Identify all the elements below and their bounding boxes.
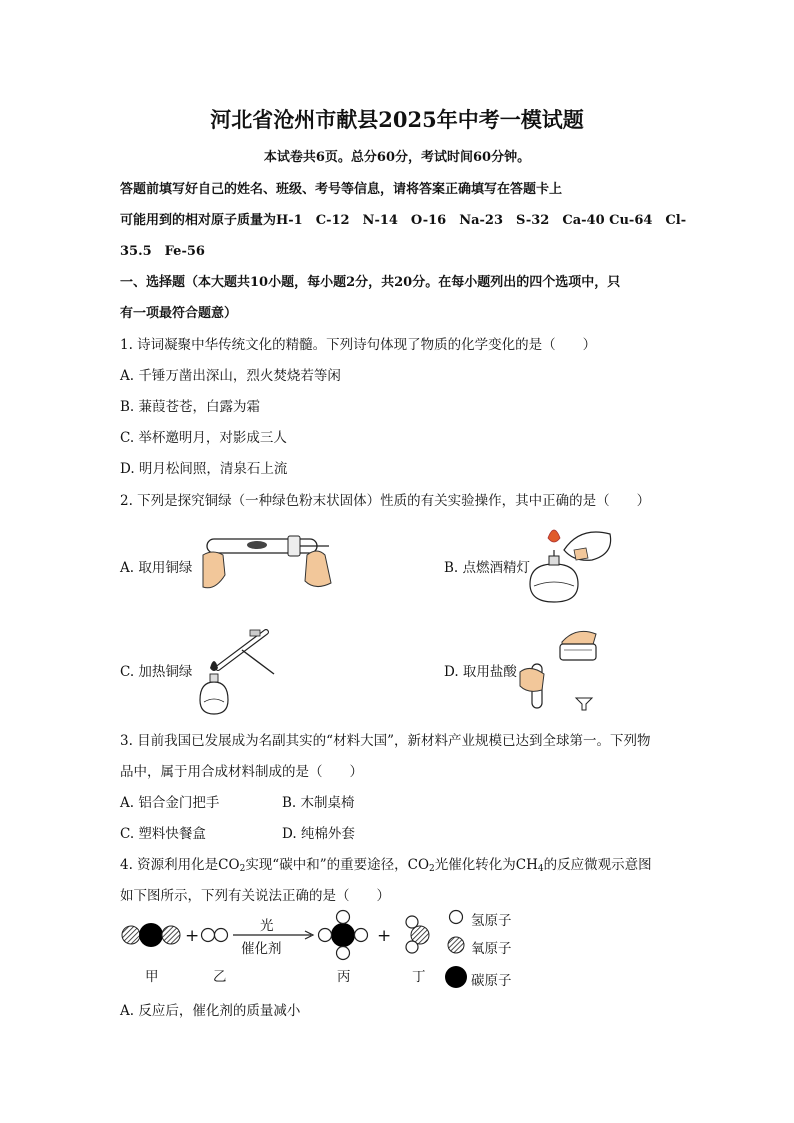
legend-carbon-icon (445, 966, 467, 988)
hydrogen-atom (337, 911, 350, 924)
q1-option-a: A. 千锤万凿出深山，烈火焚烧若等闲 (120, 368, 341, 384)
section-heading-line-1: 一、选择题（本大题共10小题，每小题2分，共20分。在每小题列出的四个选项中，只 (120, 275, 621, 290)
q4-stem-part-4: 的反应微观示意图 (543, 857, 652, 873)
carbon-atom (139, 923, 163, 947)
q3-option-b: B. 木制桌椅 (282, 795, 355, 811)
label-jia: 甲 (145, 969, 159, 985)
q1-option-d: D. 明月松间照，清泉石上流 (120, 461, 288, 477)
page-title: 河北省沧州市献县2025年中考一模试题 (210, 107, 584, 132)
hydrogen-atom (406, 916, 418, 928)
condition-light: 光 (260, 918, 274, 934)
section-heading-line-2: 有一项最符合题意） (120, 306, 238, 321)
subscript: 2 (239, 864, 246, 874)
oxygen-atom (122, 926, 140, 944)
label-ding: 丁 (412, 969, 426, 985)
q2-option-a: A. 取用铜绿 (120, 560, 193, 576)
q2-stem: 2. 下列是探究铜绿（一种绿色粉末状固体）性质的有关实验操作，其中正确的是（ ） (120, 493, 651, 509)
plus-sign-2: + (377, 926, 392, 946)
q4-stem-part-2: 实现“碳中和”的重要途径，CO (245, 857, 430, 873)
alcohol-lamp-lighting-figure (522, 520, 614, 608)
q4-stem-part-3: 光催化转化为CH (434, 857, 538, 873)
hydrochloric-acid-figure (518, 624, 614, 714)
hydrogen-atom (337, 947, 350, 960)
heating-copper-figure (196, 624, 286, 716)
carbon-atom (331, 923, 355, 947)
q2-option-d: D. 取用盐酸 (444, 664, 517, 680)
q1-option-c: C. 举杯邀明月，对影成三人 (120, 430, 287, 446)
q1-option-b: B. 蒹葭苍苍，白露为霜 (120, 399, 261, 415)
q4-stem-line-1 (120, 853, 652, 874)
legend-oxygen-label: 氧原子 (471, 941, 512, 957)
condition-catalyst: 催化剂 (241, 941, 282, 957)
legend-hydrogen-label: 氢原子 (471, 913, 512, 929)
label-bing: 丙 (337, 969, 351, 985)
q2-option-b: B. 点燃酒精灯 (444, 560, 531, 576)
hydrogen-atom (319, 929, 332, 942)
subscript: 2 (429, 864, 435, 874)
atomic-mass-line-2: 35.5 Fe-56 (120, 244, 205, 259)
oxygen-atom (162, 926, 180, 944)
plus-sign-1: + (185, 926, 200, 946)
hydrogen-atom (355, 929, 368, 942)
q3-stem-line-2: 品中，属于用合成材料制成的是（ ） (120, 764, 363, 780)
q4-option-a: A. 反应后，催化剂的质量减小 (120, 1003, 301, 1019)
hydrogen-atom (215, 929, 228, 942)
q3-stem-line-1: 3. 目前我国已发展成为名副其实的“材料大国”，新材料产业规模已达到全球第一。下列物 (120, 733, 651, 749)
q2-option-c: C. 加热铜绿 (120, 664, 193, 680)
subscript: 4 (537, 864, 544, 874)
hydrogen-atom (406, 941, 418, 953)
q3-option-c: C. 塑料快餐盒 (120, 826, 206, 842)
q4-stem-part-1: 4. 资源利用化是CO (120, 857, 240, 873)
legend-hydrogen-icon (450, 911, 463, 924)
q4-stem-line-2: 如下图所示，下列有关说法正确的是（ ） (120, 888, 390, 904)
legend-carbon-label: 碳原子 (471, 973, 512, 989)
q3-option-d: D. 纯棉外套 (282, 826, 355, 842)
label-yi: 乙 (213, 969, 227, 985)
q3-option-a: A. 铝合金门把手 (120, 795, 220, 811)
atomic-mass-line-1: 可能用到的相对原子质量为H-1 C-12 N-14 O-16 Na-23 S-32 Ca-40 Cu-64 Cl- (120, 213, 687, 228)
hydrogen-atom (202, 929, 215, 942)
q1-stem: 1. 诗词凝聚中华传统文化的精髓。下列诗句体现了物质的化学变化的是（ ） (120, 337, 597, 353)
legend-oxygen-icon (448, 937, 464, 953)
test-tube-hands-figure (195, 525, 335, 593)
exam-info: 本试卷共6页。总分60分，考试时间60分钟。 (263, 150, 531, 165)
instruction-text: 答题前填写好自己的姓名、班级、考号等信息，请将答案正确填写在答题卡上 (120, 182, 563, 197)
